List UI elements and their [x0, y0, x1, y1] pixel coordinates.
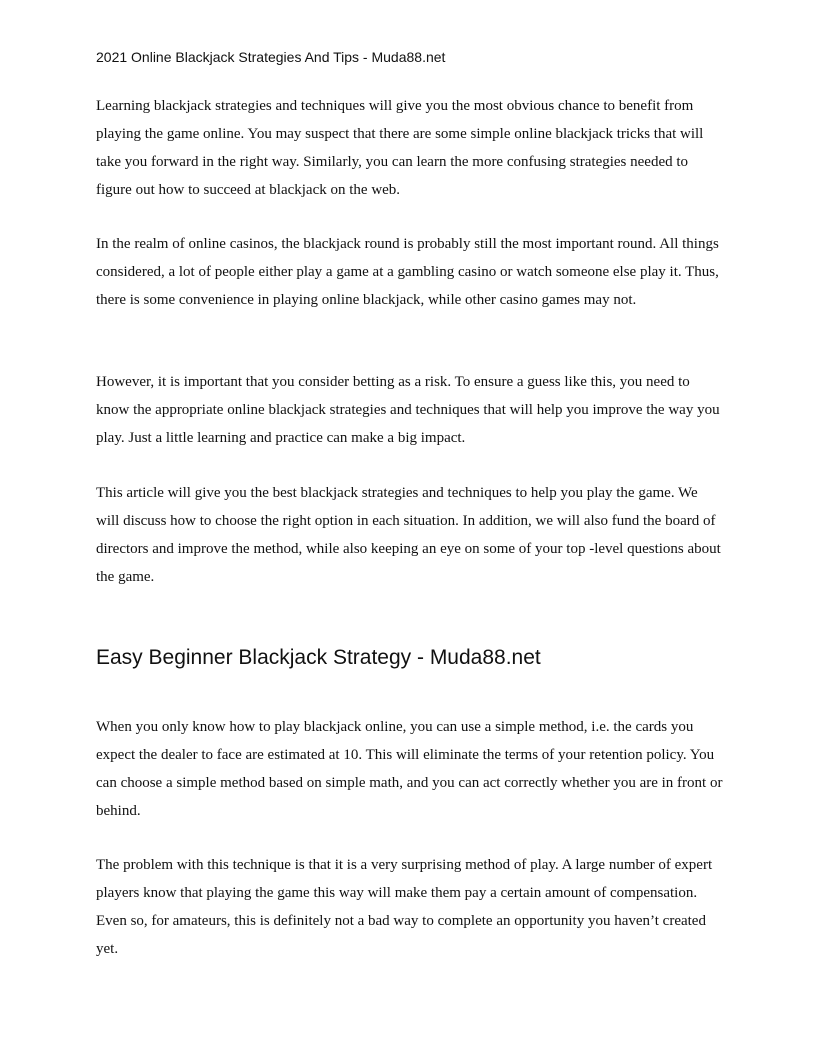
intro-paragraph-3: However, it is important that you consider betting as a risk. To ensure a guess like this, you need to know the appropriate online blackjack strategies and techniques that will help you improve the way you play. Just a little learning and practice can make a big impact. [96, 374, 720, 446]
section-paragraph-1: When you only know how to play blackjack online, you can use a simple method, i.e. the cards you expect the dealer to face are estimated at 10. This will eliminate the terms of your retention policy. You can choose a simple method based on simple math, and you can act correctly whether you are in front or behind. [96, 719, 723, 819]
section-heading: Easy Beginner Blackjack Strategy - Muda88.net [96, 646, 541, 669]
intro-paragraph-4: This article will give you the best blackjack strategies and techniques to help you play the game. We will discuss how to choose the right option in each situation. In addition, we will also fund the board of directors and improve the method, while also keeping an eye on some of your top -level questions about the game. [96, 485, 721, 585]
intro-paragraph-1: Learning blackjack strategies and techniques will give you the most obvious chance to benefit from playing the game online. You may suspect that there are some simple online blackjack tricks that will take you forward in the right way. Similarly, you can learn the more confusing strategies needed to figure out how to succeed at blackjack on the web. [96, 98, 704, 198]
intro-paragraph-2: In the realm of online casinos, the blackjack round is probably still the most important round. All things considered, a lot of people either play a game at a gambling casino or watch someone else play it. Thus, there is some convenience in playing online blackjack, while other casino games may not. [96, 236, 719, 308]
document-header-title: 2021 Online Blackjack Strategies And Tips - Muda88.net [96, 49, 446, 65]
section-paragraph-2: The problem with this technique is that it is a very surprising method of play. A large number of expert players know that playing the game this way will make them pay a certain amount of compensation. Even so, for amateurs, this is definitely not a bad way to complete an opportunity you haven’t created yet. [96, 857, 713, 957]
